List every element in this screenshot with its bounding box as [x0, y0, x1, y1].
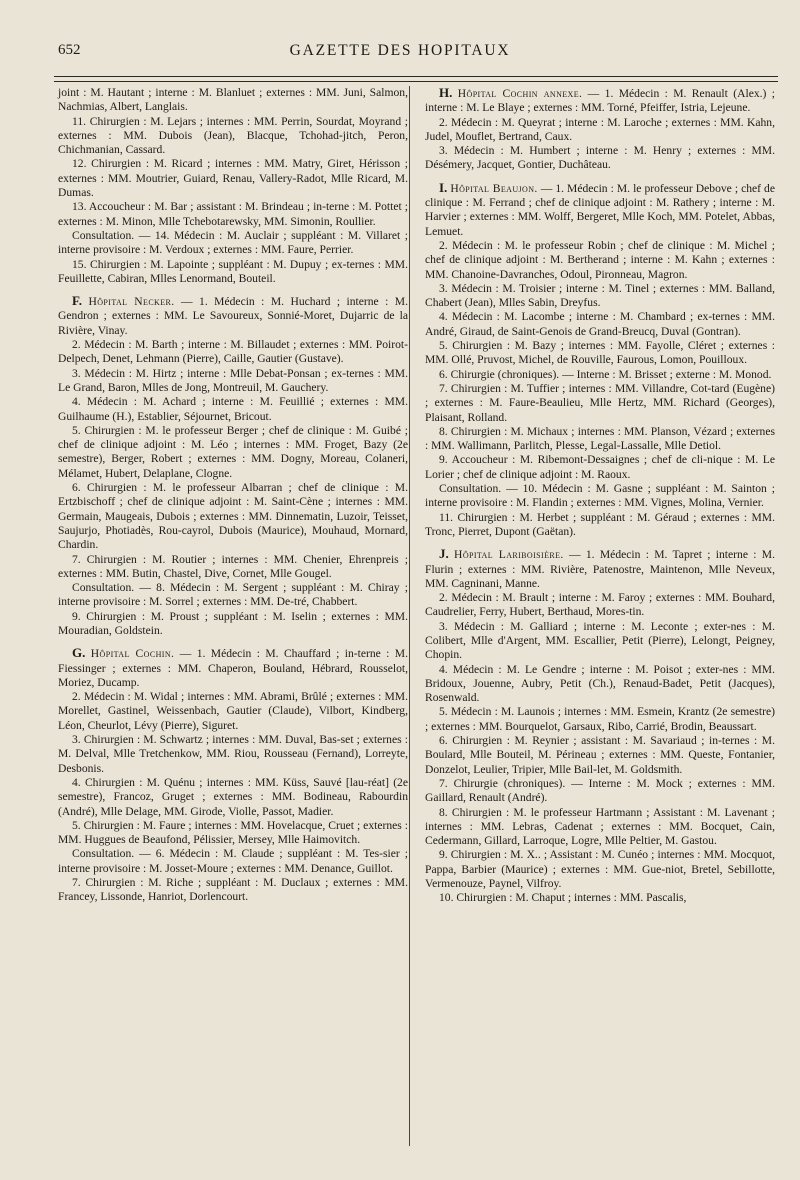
paragraph-text: 13. Accoucheur : M. Bar ; assistant : M. Brindeau ; in-terne : M. Pottet ; externes : M. Minon, Mlle Tchebotarewsky, MM. Simonin, Roullier.	[58, 200, 408, 228]
paragraph-text: Consultation. — 6. Médecin : M. Claude ; suppléant : M. Tes-sier ; interne provisoire : M. Josset-Moure ; externes : MM. Denance, Guillot.	[58, 847, 408, 875]
header-rule-thin	[54, 81, 778, 82]
paragraph-text: 7. Chirurgie (chroniques). — Interne : M. Mock ; externes : MM. Gaillard, Renault (André).	[425, 776, 775, 805]
paragraph-text: 7. Chirurgien : M. Routier ; internes : MM. Chenier, Ehrenpreis ; externes : MM. Butin, Chastel, Dive, Cornet, Mlle Gougel.	[58, 552, 408, 580]
paragraph-text: 9. Chirurgien : M. X.. ; Assistant : M. Cunéo ; internes : MM. Mocquot, Pappa, Barbier (Maurice) ; externes : MM. Gue-niot, Bretel, Sebillotte, Vermenouze, Paynel, Vilfroy.	[425, 848, 775, 891]
paragraph-text: 8. Chirurgien : M. Michaux ; internes : MM. Planson, Vézard ; externes : MM. Wallimann, Parlitch, Plesse, Legal-Lassalle, Mlle Detiol.	[425, 424, 775, 453]
hospital-section-paragraph	[58, 646, 408, 690]
service-paragraph	[425, 144, 775, 173]
section-letter: I.	[439, 179, 448, 195]
paragraph-text: 3. Chirurgien : M. Schwartz ; internes : MM. Duval, Bas-set ; externes : M. Delval, Mlle Tretchenkow, MM. Riou, Rousseau (Fernand), Lorreyte, Desbonis.	[58, 733, 408, 775]
service-paragraph	[425, 339, 775, 368]
service-paragraph	[58, 733, 408, 776]
service-paragraph	[425, 777, 775, 806]
paragraph-text: 4. Médecin : M. Le Gendre ; interne : M. Poisot ; exter-nes : MM. Bridoux, Jouenne, Aubry, Petit (Ch.), Renaud-Badet, Petit (Jacques), Rosenwald.	[425, 662, 775, 705]
paragraph-text: — 1. Médecin : M. le professeur Debove ; chef de clinique : M. Ferrand ; chef de clinique adjoint : M. Rathery ; interne : M. Harvier ; externes : MM. Wolff, Bergeret, Mlle Koch, MM. Potelet, Abbas, Lemuet.	[425, 181, 775, 238]
paragraph-text: 11. Chirurgien : M. Herbet ; suppléant : M. Géraud ; externes : MM. Tronc, Pierret, Dupont (Gaëtan).	[425, 510, 775, 538]
hospital-name: Hôpital Necker.	[88, 295, 175, 309]
paragraph-text: 6. Chirurgie (chroniques). — Interne : M. Brisset ; externe : M. Monod.	[439, 367, 772, 381]
service-paragraph	[425, 705, 775, 734]
service-paragraph	[58, 553, 408, 582]
service-paragraph	[58, 367, 408, 396]
paragraph-text: 4. Médecin : M. Lacombe ; interne : M. Chambard ; ex-ternes : MM. André, Giraud, de Saint-Genois de Grand-Breucq, Duval (Gontran).	[425, 310, 775, 338]
hospital-section-paragraph	[58, 294, 408, 338]
paragraph-text: 9. Accoucheur : M. Ribemont-Dessaignes ; chef de cli-nique : M. Le Lorier ; chef de clinique adjoint : M. Raoux.	[425, 453, 775, 481]
paragraph-text: 6. Chirurgien : M. Reynier ; assistant : M. Savariaud ; in-ternes : M. Boulard, Mlle Bouteil, M. Périneau ; externes : MM. Queste, Fontanier, Donzelot, Leulier, Tripier, Mlle Bail-let, M. Goldsmith.	[425, 734, 775, 776]
paragraph-text: 4. Médecin : M. Achard ; interne : M. Feuillié ; externes : MM. Guilhaume (H.), Establier, Séjournet, Bricout.	[58, 395, 408, 423]
paragraph-text: Consultation. — 14. Médecin : M. Auclair ; suppléant : M. Villaret ; interne provisoire : M. Verdoux ; externes : MM. Faure, Perrier.	[58, 228, 408, 257]
header-rule	[54, 76, 778, 77]
service-paragraph	[425, 239, 775, 282]
column-divider	[409, 86, 410, 1146]
service-paragraph	[58, 157, 408, 200]
paragraph-text: 5. Chirurgien : M. Faure ; internes : MM. Hovelacque, Cruet ; externes : MM. Huggues de Beaufond, Pélissier, Mersey, Mlle Haimovitch.	[58, 818, 408, 847]
paragraph-text: — 1. Médecin : M. Huchard ; interne : M. Gendron ; externes : MM. Le Savoureux, Sonnié-Moret, Dujarric de la Rivière, Vinay.	[58, 295, 408, 337]
paragraph-text: 11. Chirurgien : M. Lejars ; internes : MM. Perrin, Sourdat, Moyrand ; externes : MM. Dubois (Jean), Blacque, Tchohad-jitch, Peron, Chichmanian, Cassard.	[58, 114, 408, 157]
service-paragraph	[425, 116, 775, 145]
paragraph-text: 10. Chirurgien : M. Chaput ; internes : MM. Pascalis,	[439, 891, 687, 905]
paragraph-text: 2. Médecin : M. Widal ; internes : MM. Abrami, Brûlé ; externes : MM. Morellet, Gastinel, Weissenbach, Gautier (Claude), Vilbort, Kindberg, Léon, Cheurlot, Lévy (Pierre), Siguret.	[58, 690, 408, 732]
paragraph-text: 5. Chirurgien : M. Bazy ; internes : MM. Fayolle, Cléret ; externes : MM. Ollé, Pruvost, Michel, de Rouville, Faurous, Lomon, Pouilloux.	[425, 339, 775, 367]
service-paragraph	[425, 511, 775, 540]
service-paragraph	[425, 663, 775, 706]
service-paragraph	[425, 310, 775, 339]
service-paragraph	[58, 581, 408, 610]
service-paragraph	[58, 847, 408, 876]
service-paragraph	[425, 368, 775, 382]
paragraph-text: — 1. Médecin : M. Renault (Alex.) ; interne : M. Le Blaye ; externes : MM. Torné, Pfeiffer, Istria, Lejeune.	[425, 87, 775, 115]
paragraph-text: 2. Médecin : M. Brault ; interne : M. Faroy ; externes : MM. Bouhard, Caudrelier, Ferry, Hubert, Berthaud, Mores-tin.	[425, 591, 775, 619]
service-paragraph	[58, 338, 408, 367]
service-paragraph	[58, 610, 408, 639]
paragraph-text: 7. Chirurgien : M. Tuffier ; internes : MM. Villandre, Cot-tard (Eugène) ; externes : M. Faure-Beaulieu, Mlle Hertz, MM. Richard (Georges), Plaisant, Rolland.	[425, 381, 775, 424]
service-paragraph	[58, 424, 408, 481]
service-paragraph	[425, 425, 775, 454]
service-paragraph	[58, 115, 408, 158]
paragraph-text: 6. Chirurgien : M. le professeur Albarran ; chef de clinique : M. Ertzbischoff ; chef de clinique adjoint : M. Saint-Cène ; internes : MM. Germain, Maugeais, Dubois ; externes : MM. Dinnematin, Luzoir, Teisset, Saujurjo, Photiadès, Rou-cayrol, Dubois (Maurice), Mouhaud, Mornard, Chardin.	[58, 481, 408, 552]
paragraph-text: joint : M. Hautant ; interne : M. Blanluet ; externes : MM. Juni, Salmon, Nachmias, Albert, Langlais.	[58, 86, 408, 114]
section-letter: G.	[72, 645, 86, 661]
hospital-section-paragraph	[425, 86, 775, 116]
service-paragraph	[425, 591, 775, 620]
paragraph-text: 8. Chirurgien : M. le professeur Hartmann ; Assistant : M. Lavenant ; internes : MM. Lebras, Cadenat ; externes : MM. Bocquet, Cain, Cedermann, Gillard, Larroque, Logre, Mlle Peltier, M. Gastou.	[425, 805, 775, 848]
right-column	[425, 86, 775, 906]
service-paragraph	[425, 891, 775, 905]
hospital-name: Hôpital Lariboisière.	[454, 548, 564, 562]
paragraph-text: Consultation. — 10. Médecin : M. Gasne ; suppléant : M. Sainton ; interne provisoire : M. Flandin ; externes : MM. Vignes, Molina, Vernier.	[425, 482, 775, 510]
service-paragraph	[425, 620, 775, 663]
hospital-name: Hôpital Cochin.	[90, 647, 175, 661]
service-paragraph	[58, 481, 408, 552]
paragraph-text: 3. Médecin : M. Troisier ; interne : M. Tinel ; externes : MM. Balland, Chabert (Jean), Mlles Sabin, Dreyfus.	[425, 281, 775, 310]
service-paragraph	[58, 776, 408, 819]
paragraph-text: Consultation. — 8. Médecin : M. Sergent ; suppléant : M. Chiray ; interne provisoire : M. Sorrel ; externes : MM. De-tré, Chabbert.	[58, 581, 408, 609]
journal-title: GAZETTE DES HOPITAUX	[289, 42, 511, 59]
paragraph-text: 7. Chirurgien : M. Riche ; suppléant : M. Duclaux ; externes : MM. Francey, Lissonde, Hanriot, Dorlencourt.	[58, 876, 408, 904]
service-paragraph	[425, 734, 775, 777]
section-letter: F.	[72, 293, 82, 309]
paragraph-text: — 1. Médecin : M. Chauffard ; in-terne : M. Fiessinger ; externes : MM. Chaperon, Bouland, Hébrard, Rousselot, Moriez, Ducamp.	[58, 647, 408, 689]
service-paragraph	[58, 819, 408, 848]
paragraph-text: 4. Chirurgien : M. Quénu ; internes : MM. Küss, Sauvé [lau-réat] (2e semestre), Francoz, Gruget ; externes : MM. Bodineau, Rabourdin (André), Mlle Delage, MM. Girode, Violle, Passot, Madier.	[58, 775, 408, 818]
service-paragraph	[425, 482, 775, 511]
paragraph-text: 3. Médecin : M. Hirtz ; interne : Mlle Debat-Ponsan ; ex-ternes : MM. Le Grand, Baron, Mlles de Jong, Montreuil, M. Gauchery.	[58, 366, 408, 394]
paragraph-text: 5. Chirurgien : M. le professeur Berger ; chef de clinique : M. Guibé ; chef de clinique adjoint : M. Léo ; internes : MM. Froget, Bazy (2e semestre), Berger, Robert ; externes : MM. Dogny, Moreau, Colaneri, Mélamet, Hubert, Delaplane, Clogne.	[58, 423, 408, 480]
section-letter: J.	[439, 546, 449, 562]
service-paragraph	[58, 876, 408, 905]
paragraph-text: 2. Médecin : M. le professeur Robin ; chef de clinique : M. Michel ; chef de clinique adjoint : M. Bertherand ; interne : M. Kahn ; externes : MM. Chanoine-Davranches, Odoul, Pironneau, Magron.	[425, 238, 775, 281]
service-paragraph	[58, 690, 408, 733]
paragraph-text: — 1. Médecin : M. Tapret ; interne : M. Flurin ; externes : MM. Rivière, Patenostre, Maintenon, Mlle Neveux, MM. Cagninani, Manne.	[425, 548, 775, 590]
paragraph-text: 12. Chirurgien : M. Ricard ; internes : MM. Matry, Giret, Hérisson ; externes : MM. Moutrier, Guiard, Renau, Vallery-Radot, Mlle Ricard, M. Dumas.	[58, 157, 408, 200]
left-column	[58, 86, 408, 905]
page-number: 652	[58, 42, 81, 58]
hospital-name: Hôpital Beaujon.	[450, 181, 538, 195]
service-paragraph	[58, 229, 408, 258]
paragraph-text: 3. Médecin : M. Humbert ; interne : M. Henry ; externes : MM. Désémery, Jacquet, Gontier, Duchâteau.	[425, 144, 775, 172]
hospital-section-paragraph	[425, 547, 775, 591]
service-paragraph	[425, 806, 775, 849]
paragraph-text: 2. Médecin : M. Barth ; interne : M. Billaudet ; externes : MM. Poirot-Delpech, Denet, Lehmann (Pierre), Caille, Gautier (Gustave).	[58, 338, 408, 366]
hospital-name: Hôpital Cochin annexe.	[457, 87, 583, 100]
service-paragraph	[425, 848, 775, 891]
page-header	[0, 34, 800, 74]
hospital-section-paragraph	[425, 181, 775, 239]
service-paragraph	[58, 200, 408, 229]
section-letter: H.	[439, 85, 453, 100]
paragraph-text: 3. Médecin : M. Galliard ; interne : M. Leconte ; exter-nes : M. Colibert, Mlle d'Argent, MM. Escallier, Petit (Pierre), Lelongt, Peigney, Chopin.	[425, 619, 775, 662]
service-paragraph	[58, 86, 408, 115]
paragraph-text: 9. Chirurgien : M. Proust ; suppléant : M. Iselin ; externes : MM. Mouradian, Goldstein.	[58, 609, 408, 637]
service-paragraph	[425, 282, 775, 311]
paragraph-text: 15. Chirurgien : M. Lapointe ; suppléant : M. Dupuy ; ex-ternes : MM. Feuillette, Cabiran, Mlles Lenormand, Bouteil.	[58, 257, 408, 285]
paragraph-text: 5. Médecin : M. Launois ; internes : MM. Esmein, Krantz (2e semestre) ; externes : MM. Bourquelot, Garsaux, Ribo, Carrié, Brodin, Beaussart.	[425, 705, 775, 733]
service-paragraph	[425, 453, 775, 482]
service-paragraph	[425, 382, 775, 425]
paragraph-text: 2. Médecin : M. Queyrat ; interne : M. Laroche ; externes : MM. Kahn, Judel, Mouflet, Bertrand, Caux.	[425, 115, 775, 143]
service-paragraph	[58, 258, 408, 287]
service-paragraph	[58, 395, 408, 424]
